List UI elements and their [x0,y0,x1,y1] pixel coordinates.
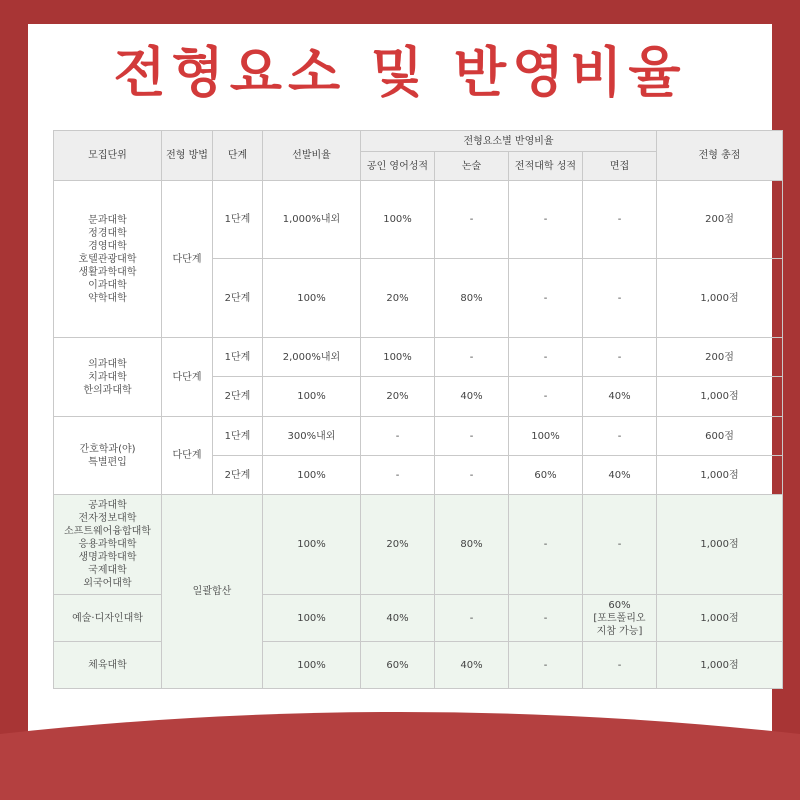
essay-cell: - [435,417,509,456]
interview-cell: - [583,338,657,377]
selection-cell: 100% [263,377,361,417]
header-selection: 선발비율 [263,131,361,181]
total-cell: 1,000점 [657,259,783,338]
selection-cell: 100% [263,595,361,642]
interview-cell: - [583,642,657,689]
unit-cell: 예술·디자인대학 [54,595,162,642]
total-cell: 600점 [657,417,783,456]
stage-cell: 2단계 [213,377,263,417]
total-cell: 200점 [657,338,783,377]
unit-cell: 의과대학 치과대학 한의과대학 [54,338,162,417]
header-elements-group: 전형요소별 반영비율 [361,131,657,152]
gpa-cell: 100% [509,417,583,456]
essay-cell: - [435,595,509,642]
gpa-cell: 60% [509,456,583,495]
table-row [54,181,783,259]
selection-cell: 100% [263,495,361,595]
essay-cell: 80% [435,259,509,338]
interview-cell: - [583,259,657,338]
interview-cell: - [583,495,657,595]
gpa-cell: - [509,495,583,595]
essay-cell: 40% [435,642,509,689]
total-cell: 1,000점 [657,495,783,595]
gpa-cell: - [509,377,583,417]
table-row [54,338,783,377]
stage-cell: 1단계 [213,338,263,377]
interview-cell: 40% [583,456,657,495]
unit-cell: 간호학과(야) 특별편입 [54,417,162,495]
header-interview: 면접 [583,152,657,181]
selection-cell: 300%내외 [263,417,361,456]
total-cell: 1,000점 [657,456,783,495]
english-cell: 100% [361,338,435,377]
essay-cell: 80% [435,495,509,595]
english-cell: 20% [361,377,435,417]
essay-cell: 40% [435,377,509,417]
header-essay: 논술 [435,152,509,181]
unit-cell: 문과대학 정경대학 경영대학 호텔관광대학 생활과학대학 이과대학 약학대학 [54,181,162,338]
english-cell: 60% [361,642,435,689]
english-cell: 20% [361,495,435,595]
stage-cell: 1단계 [213,181,263,259]
method-cell: 다단계 [162,181,213,338]
essay-cell: - [435,181,509,259]
english-cell: - [361,417,435,456]
interview-cell: 40% [583,377,657,417]
header-total: 전형 총점 [657,131,783,181]
english-cell: 20% [361,259,435,338]
total-cell: 1,000점 [657,642,783,689]
interview-cell: 60% [포트폴리오 지참 가능] [583,595,657,642]
method-cell: 다단계 [162,338,213,417]
header-unit: 모집단위 [54,131,162,181]
page-title: 전형요소 및 반영비율 [113,41,687,104]
english-cell: - [361,456,435,495]
gpa-cell: - [509,181,583,259]
total-cell: 1,000점 [657,377,783,417]
bottom-wave-decoration [0,700,800,800]
gpa-cell: - [509,595,583,642]
header-gpa: 전적대학 성적 [509,152,583,181]
essay-cell: - [435,338,509,377]
selection-cell: 1,000%내외 [263,181,361,259]
unit-cell: 공과대학 전자정보대학 소프트웨어융합대학 응용과학대학 생명과학대학 국제대학 외국어대학 [54,495,162,595]
stage-cell: 2단계 [213,259,263,338]
admission-table [53,130,783,689]
selection-cell: 2,000%내외 [263,338,361,377]
table-row [54,495,783,595]
total-cell: 1,000점 [657,595,783,642]
total-cell: 200점 [657,181,783,259]
method-cell: 다단계 [162,417,213,495]
gpa-cell: - [509,338,583,377]
english-cell: 40% [361,595,435,642]
stage-cell: 2단계 [213,456,263,495]
gpa-cell: - [509,259,583,338]
interview-cell: - [583,417,657,456]
stage-cell: 1단계 [213,417,263,456]
table-row [54,417,783,456]
interview-cell: - [583,181,657,259]
unit-cell: 체육대학 [54,642,162,689]
method-cell: 일괄합산 [162,495,263,689]
header-stage: 단계 [213,131,263,181]
header-method: 전형 방법 [162,131,213,181]
essay-cell: - [435,456,509,495]
header-english: 공인 영어성적 [361,152,435,181]
selection-cell: 100% [263,259,361,338]
selection-cell: 100% [263,456,361,495]
english-cell: 100% [361,181,435,259]
gpa-cell: - [509,642,583,689]
selection-cell: 100% [263,642,361,689]
